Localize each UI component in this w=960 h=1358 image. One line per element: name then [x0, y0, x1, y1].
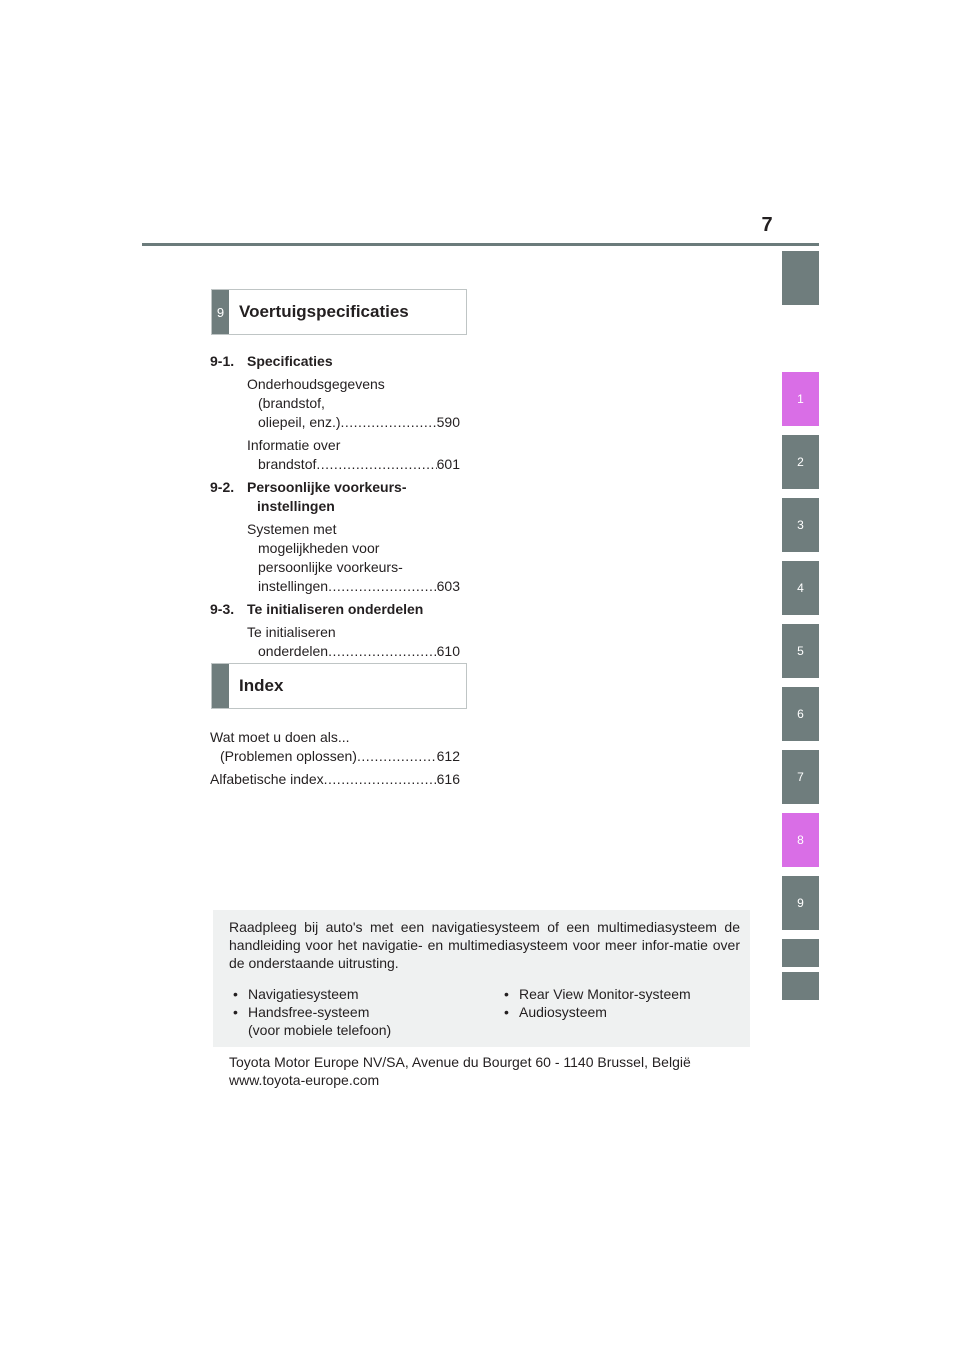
leader-dots [357, 747, 437, 766]
chapter-number: 9-2. [210, 479, 235, 495]
page-ref: 603 [436, 578, 460, 594]
chapter-title-line2: instellingen [257, 498, 335, 514]
list-item-text: Navigatiesysteem [248, 986, 359, 1002]
list-item [233, 1003, 493, 1021]
leader-dots [324, 770, 437, 789]
bullet: • [233, 1004, 238, 1020]
leader-dots [316, 455, 436, 474]
toc-entry[interactable] [210, 770, 460, 789]
entry-line: mogelijkheden voor [258, 540, 380, 556]
entry-line: Systemen met [247, 521, 337, 537]
chapter-tab-3[interactable]: 3 [782, 498, 819, 552]
toc-entry[interactable] [210, 436, 460, 474]
chapter-tab-blank-2[interactable] [782, 972, 819, 1000]
entry-line [247, 577, 460, 596]
page-ref: 610 [436, 643, 460, 659]
footer-url[interactable]: www.toyota-europe.com [229, 1072, 380, 1088]
toc-entry[interactable] [210, 728, 460, 766]
entry-line: Onderhoudsgegevens [247, 376, 385, 392]
toc-chapter-continued [210, 497, 460, 516]
list-item [233, 985, 493, 1003]
chapter-tab-1[interactable]: 1 [782, 372, 819, 426]
entry-line: Wat moet u doen als... [210, 729, 350, 745]
entry-text: instellingen [258, 578, 329, 594]
entry-text: oliepeil, enz.) [258, 414, 341, 430]
page-ref: 601 [436, 456, 460, 472]
entry-line [247, 413, 460, 432]
entry-text: onderdelen [258, 643, 329, 659]
toc-entry[interactable] [210, 623, 460, 661]
entry-line: Te initialiseren [247, 624, 336, 640]
page-ref: 616 [436, 771, 460, 787]
toc-chapter[interactable] [210, 478, 460, 497]
chapter-number: 9-3. [210, 601, 235, 617]
entry-line [210, 747, 460, 766]
page-number: 7 [761, 214, 773, 236]
entry-line: Informatie over [247, 437, 341, 453]
entry-line: persoonlijke voorkeurs- [258, 559, 403, 575]
section-tab-marker [212, 664, 229, 708]
toc-chapter[interactable] [210, 352, 460, 371]
toc-chapter[interactable] [210, 600, 460, 619]
entry-text: (Problemen oplossen) [220, 748, 357, 764]
bullet: • [504, 986, 509, 1002]
bullet: • [504, 1004, 509, 1020]
entry-line: (brandstof, [258, 395, 325, 411]
section-title: Voertuigspecificaties [239, 302, 409, 321]
chapter-tab-9[interactable]: 9 [782, 876, 819, 930]
leader-dots [341, 413, 437, 432]
chapter-tab-6[interactable]: 6 [782, 687, 819, 741]
list-item [504, 1003, 744, 1021]
section-title: Index [239, 676, 284, 695]
section-header-9 [211, 289, 467, 335]
chapter-tab-blank-1[interactable] [782, 939, 819, 967]
chapter-tab-7[interactable]: 7 [782, 750, 819, 804]
chapter-title: Te initialiseren onderdelen [247, 601, 424, 617]
list-item-text: Audiosysteem [519, 1004, 607, 1020]
section-number: 9 [212, 290, 229, 334]
leader-dots [328, 577, 437, 596]
chapter-title: Specificaties [247, 353, 333, 369]
leader-dots [328, 642, 437, 661]
list-item [504, 985, 744, 1003]
page-ref: 612 [436, 748, 460, 764]
toc-entry[interactable] [210, 375, 460, 432]
note-text: Raadpleeg bij auto's met een navigatiesysteem of een multimediasysteem de handleiding voor het navigatie- en multimediasysteem voor meer infor-matie over de onderstaande uitrusting. [229, 919, 740, 971]
footer-address: Toyota Motor Europe NV/SA, Avenue du Bourget 60 - 1140 Brussel, België [229, 1054, 691, 1070]
entry-text: brandstof [258, 456, 317, 472]
bullet: • [233, 986, 238, 1002]
chapter-number: 9-1. [210, 353, 235, 369]
chapter-tab-8[interactable]: 8 [782, 813, 819, 867]
toc-entry[interactable] [210, 520, 460, 596]
chapter-tab-5[interactable]: 5 [782, 624, 819, 678]
note-list-right [504, 985, 744, 1021]
entry-line [247, 642, 460, 661]
chapter-tab-2[interactable]: 2 [782, 435, 819, 489]
list-item-text: Rear View Monitor-systeem [519, 986, 691, 1002]
list-item-continuation: (voor mobiele telefoon) [248, 1022, 392, 1038]
entry-text: Alfabetische index [210, 771, 324, 787]
chapter-tab-4[interactable]: 4 [782, 561, 819, 615]
entry-line [247, 455, 460, 474]
toc-index [210, 728, 460, 789]
list-item-text: Handsfree-systeem [248, 1004, 370, 1020]
chapter-title: Persoonlijke voorkeurs- [247, 479, 407, 495]
section-header-index [211, 663, 467, 709]
header-rule [142, 243, 819, 246]
toc-section-9 [210, 352, 460, 661]
page-ref: 590 [436, 414, 460, 430]
note-list-left [233, 985, 493, 1039]
chapter-tab-blank-top[interactable] [782, 251, 819, 305]
